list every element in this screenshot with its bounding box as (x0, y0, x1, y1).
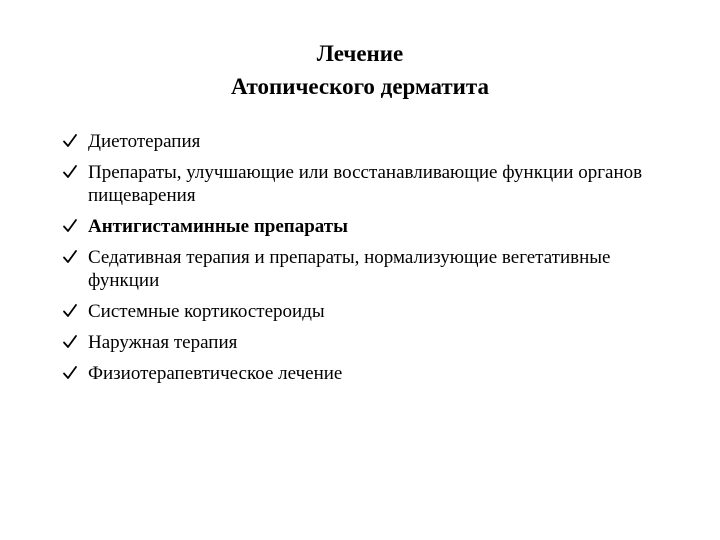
bullet-label: Седативная терапия и препараты, нормализующие вегетативные функции (88, 247, 611, 291)
bullet-list (62, 130, 682, 393)
bullet-item (62, 161, 682, 207)
bullet-item (62, 130, 682, 153)
bullet-item (62, 300, 682, 323)
checkmark-icon (62, 300, 80, 323)
checkmark-icon (62, 362, 80, 385)
title-line-1: Лечение (316, 41, 404, 66)
checkmark-icon (62, 331, 80, 354)
bullet-label: Наружная терапия (88, 332, 238, 353)
checkmark-icon (62, 215, 80, 238)
title-line-2: Атопического дерматита (230, 74, 490, 99)
bullet-label: Системные кортикостероиды (88, 301, 325, 322)
bullet-item (62, 246, 682, 292)
bullet-item (62, 331, 682, 354)
bullet-label: Препараты, улучшающие или восстанавливающие функции органов пищеварения (88, 162, 643, 206)
slide-title (0, 37, 720, 103)
checkmark-icon (62, 161, 80, 184)
bullet-label: Антигистаминные препараты (88, 216, 348, 237)
bullet-label: Диетотерапия (88, 131, 201, 152)
bullet-item (62, 362, 682, 385)
checkmark-icon (62, 130, 80, 153)
bullet-label: Физиотерапевтическое лечение (88, 363, 343, 384)
checkmark-icon (62, 246, 80, 269)
bullet-item (62, 215, 682, 238)
